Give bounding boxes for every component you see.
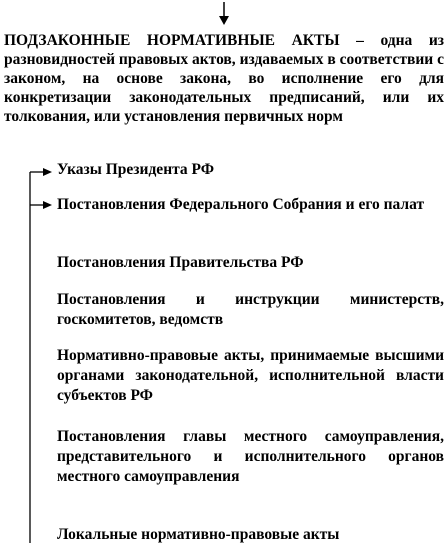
term-definition: одна из разновидностей правовых актов, издаваемых в соответствии с законом, на основе закона, во исполнение его для конкретизации законодательных предписаний, или их толкования, или установления первичных норм: [4, 32, 445, 125]
term-dash: –: [339, 32, 364, 49]
list-item: Постановления главы местного самоуправления, представительного и исполнительного органов местного самоуправления: [57, 428, 444, 485]
list-item: Нормативно-правовые акты, принимаемые высшими органами законодательной, исполнительной власти субъектов РФ: [57, 347, 444, 404]
term-title: ПОДЗАКОННЫЕ НОРМАТИВНЫЕ АКТЫ: [4, 32, 340, 49]
list-item: Постановления Правительства РФ: [57, 254, 304, 271]
list-item: Указы Президента РФ: [57, 161, 215, 178]
list-item: Постановления и инструкции министерств, госкомитетов, ведомств: [57, 291, 444, 328]
list-item: Локальные нормативно-правовые акты: [57, 526, 340, 543]
arrow-to-item-1: [30, 168, 52, 176]
list-item: Постановления Федерального Собрания и его палат: [57, 196, 425, 213]
arrow-to-item-2: [30, 201, 52, 209]
